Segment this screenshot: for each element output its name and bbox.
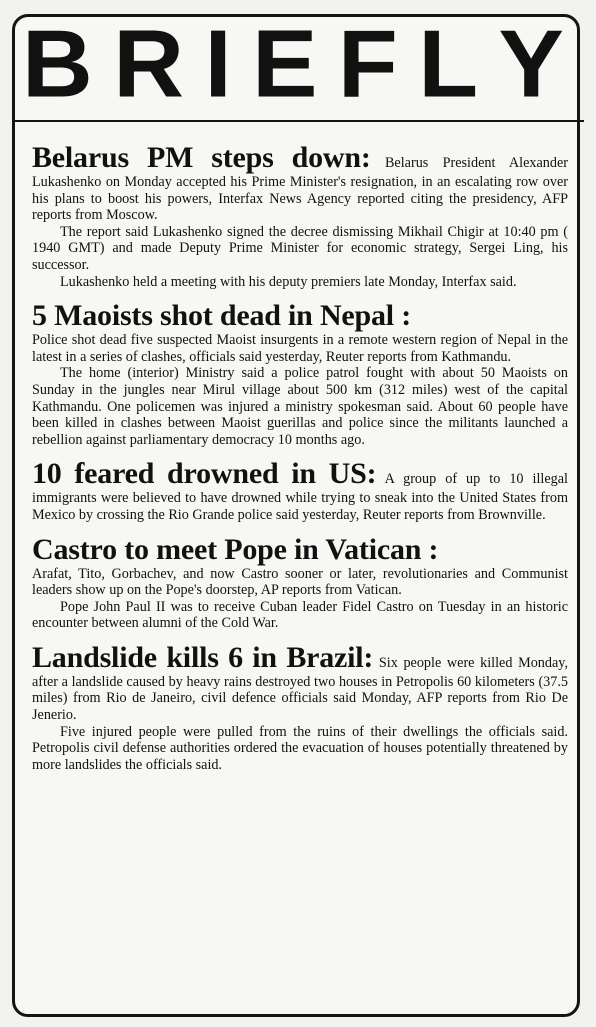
story-paragraph: The report said Lukashenko signed the decree dismissing Mikhail Chigir at 10:40 pm ( 1940 GMT) and made Deputy Prime Minister for economic strategy, Sergei Ling, his successor.	[32, 223, 568, 273]
masthead-rule	[12, 120, 584, 122]
masthead-letter: I	[204, 9, 230, 117]
story-headline: Landslide kills 6 in Brazil:	[32, 640, 374, 674]
story-lead-text: Arafat, Tito, Gorbachev, and now Castro sooner or later, revolutionaries and Communist leaders show up on the Pope's doorstep, AP reports from Vatican.	[32, 565, 568, 599]
story-lead-text: Six people were killed Monday, after a landslide caused by heavy rains destroyed two houses in Petropolis 60 kilometers (37.5 miles) from Rio de Janeiro, civil defence officials said Monday, AFP reports from Rio De Jenerio.	[32, 654, 569, 724]
masthead	[22, 9, 562, 117]
masthead-letter: R	[113, 9, 182, 117]
story-paragraph: Lukashenko held a meeting with his deputy premiers late Monday, Interfax said.	[60, 273, 517, 290]
story-headline: 10 feared drowned in US:	[32, 457, 377, 491]
story-headline: Castro to meet Pope in Vatican :	[32, 532, 439, 566]
story-lead-text: A group of up to 10 illegal immigrants were believed to have drowned while trying to sneak into the United States from Mexico by crossing the Rio Grande police said yesterday, Reuter reports from Brownville.	[32, 471, 568, 523]
story-us-drowning	[32, 458, 568, 523]
masthead-letter: L	[418, 9, 477, 117]
story-lead	[32, 458, 568, 523]
story-paragraph: The home (interior) Ministry said a police patrol fought with about 50 Maoists on Sunday in the jungles near Mirul village about 500 km (312 miles) west of the capital Kathmandu. One policemen was injured a ministry spokesman said. About 60 people have been killed in clashes between Maoist guerillas and police since the militants launched a rebellion against parliamentary democracy 10 months ago.	[32, 365, 568, 448]
story-headline: Belarus PM steps down:	[32, 141, 371, 174]
story-lead-text: Police shot dead five suspected Maoist insurgents in a remote western region of Nepal in the latest in a series of clashes, officials said yesterday, Reuter reports from Kathmandu.	[32, 332, 568, 365]
briefs-column	[32, 142, 568, 783]
story-headline: 5 Maoists shot dead in Nepal :	[32, 299, 412, 333]
story-paragraph: Five injured people were pulled from the ruins of their dwellings the officials said. Petropolis civil defense authorities ordered the evacuation of houses potentially threatened by more landslides the officials said.	[32, 723, 568, 773]
story-lead	[32, 142, 568, 224]
masthead-letter: F	[337, 9, 396, 117]
story-lead	[32, 642, 568, 724]
story-belarus	[32, 142, 568, 290]
story-paragraph: Pope John Paul II was to receive Cuban leader Fidel Castro on Tuesday in an historic encounter between alumni of the Cold War.	[32, 598, 568, 632]
story-nepal	[32, 300, 568, 448]
masthead-letter: E	[252, 9, 316, 117]
story-lead-text: Belarus President Alexander Lukashenko on Monday accepted his Prime Minister's resignation, in an escalating row over his plans to boost his powers, Interfax News Agency reported citing the presidency, AFP reports from Moscow.	[32, 155, 568, 224]
story-castro	[32, 534, 568, 632]
masthead-letter: B	[22, 9, 91, 117]
masthead-letter: Y	[498, 9, 562, 117]
story-brazil	[32, 642, 568, 774]
